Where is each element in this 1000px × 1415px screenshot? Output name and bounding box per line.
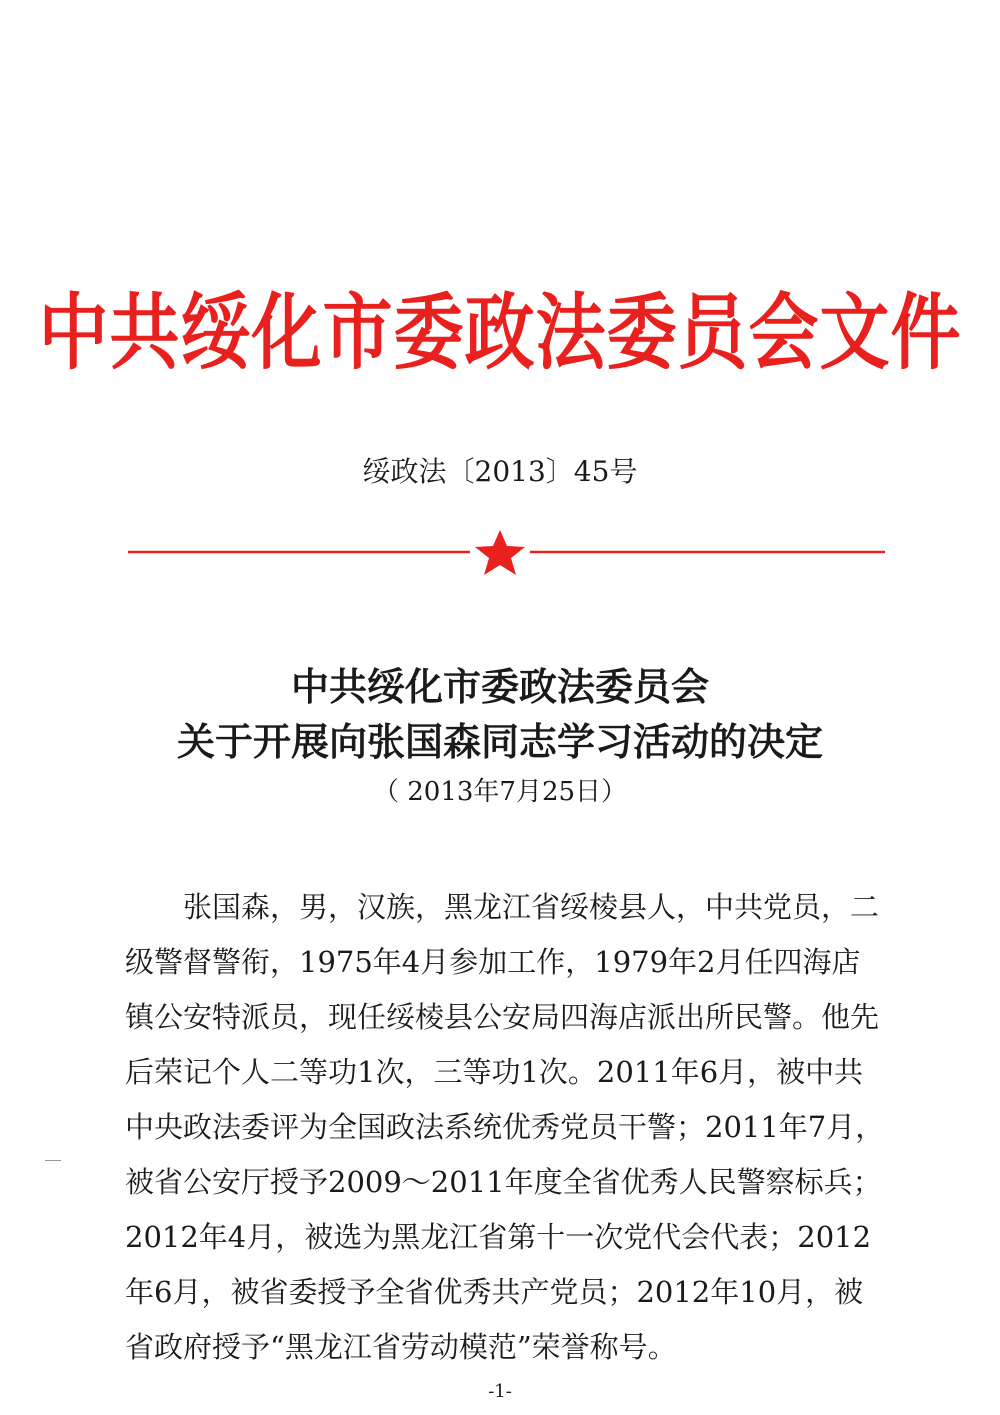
page-number: -1- — [488, 1381, 512, 1402]
document-number: 绥政法〔2013〕45号 — [362, 455, 638, 488]
body-line: 中央政法委评为全国政法系统优秀党员干警；2011年7月， — [125, 1110, 885, 1144]
margin-mark — [45, 1160, 61, 1161]
body-line: 省政府授予“黑龙江省劳动模范”荣誉称号。 — [125, 1330, 677, 1364]
body-paragraph — [125, 880, 885, 1375]
title-line-1: 中共绥化市委政法委员会 — [290, 665, 709, 709]
star-icon — [475, 530, 525, 575]
body-line: 镇公安特派员，现任绥棱县公安局四海店派出所民警。他先 — [125, 1000, 880, 1034]
title-line-2: 关于开展向张国森同志学习活动的决定 — [176, 720, 823, 764]
body-line: 张国森，男，汉族，黑龙江省绥棱县人，中共党员，二 — [183, 890, 880, 924]
body-line: 被省公安厅授予2009～2011年度全省优秀人民警察标兵； — [125, 1165, 882, 1199]
document-date: （ 2013年7月25日） — [372, 777, 628, 807]
masthead-title: 中共绥化市委政法委员会文件 — [38, 283, 962, 382]
body-line: 年6月，被省委授予全省优秀共产党员；2012年10月，被 — [125, 1275, 864, 1309]
body-line: 后荣记个人二等功1次，三等功1次。2011年6月，被中共 — [125, 1055, 864, 1089]
red-divider — [0, 528, 1000, 578]
document-title — [0, 660, 1000, 770]
body-line: 2012年4月，被选为黑龙江省第十一次党代会代表；2012 — [125, 1220, 872, 1254]
body-line: 级警督警衔，1975年4月参加工作，1979年2月任四海店 — [125, 945, 861, 979]
